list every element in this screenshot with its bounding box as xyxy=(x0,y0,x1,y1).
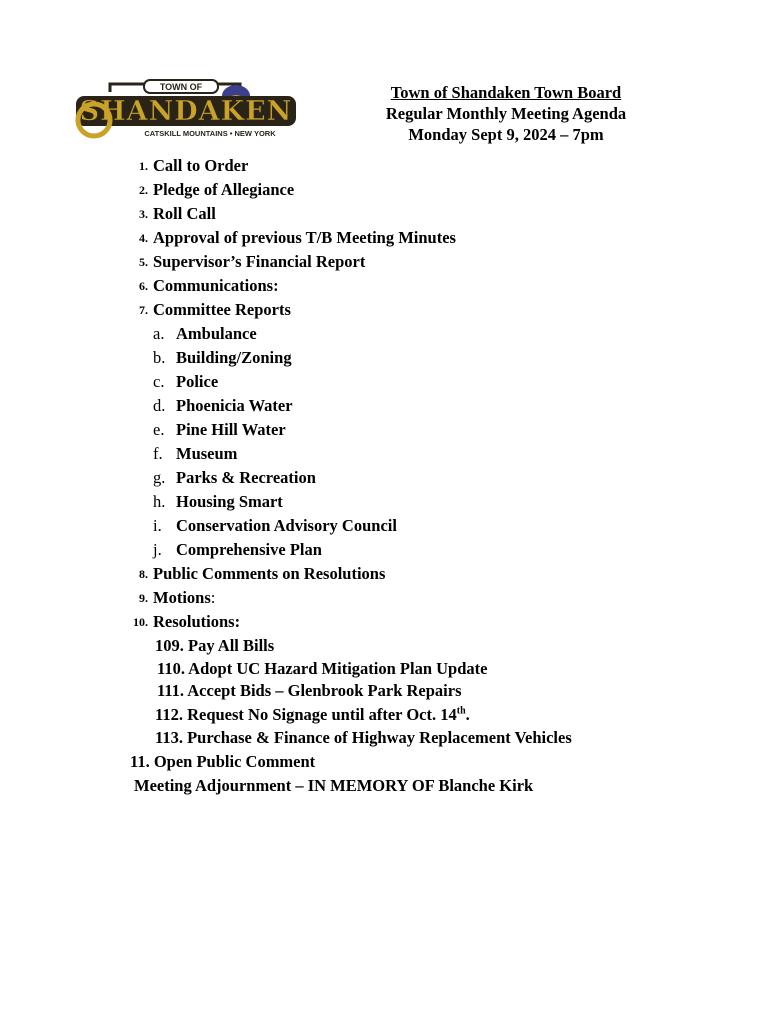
meeting-date: Monday Sept 9, 2024 – 7pm xyxy=(408,125,604,144)
logo-main-text: SHANDAKEN xyxy=(79,96,293,127)
agenda-header xyxy=(356,82,656,145)
logo-top-text: TOWN OF xyxy=(159,82,203,92)
town-logo xyxy=(70,78,302,144)
logo-bottom-text: CATSKILL MOUNTAINS • NEW YORK xyxy=(144,129,276,138)
agenda-subtitle: Regular Monthly Meeting Agenda xyxy=(385,104,627,123)
board-title: Town of Shandaken Town Board xyxy=(390,83,622,102)
